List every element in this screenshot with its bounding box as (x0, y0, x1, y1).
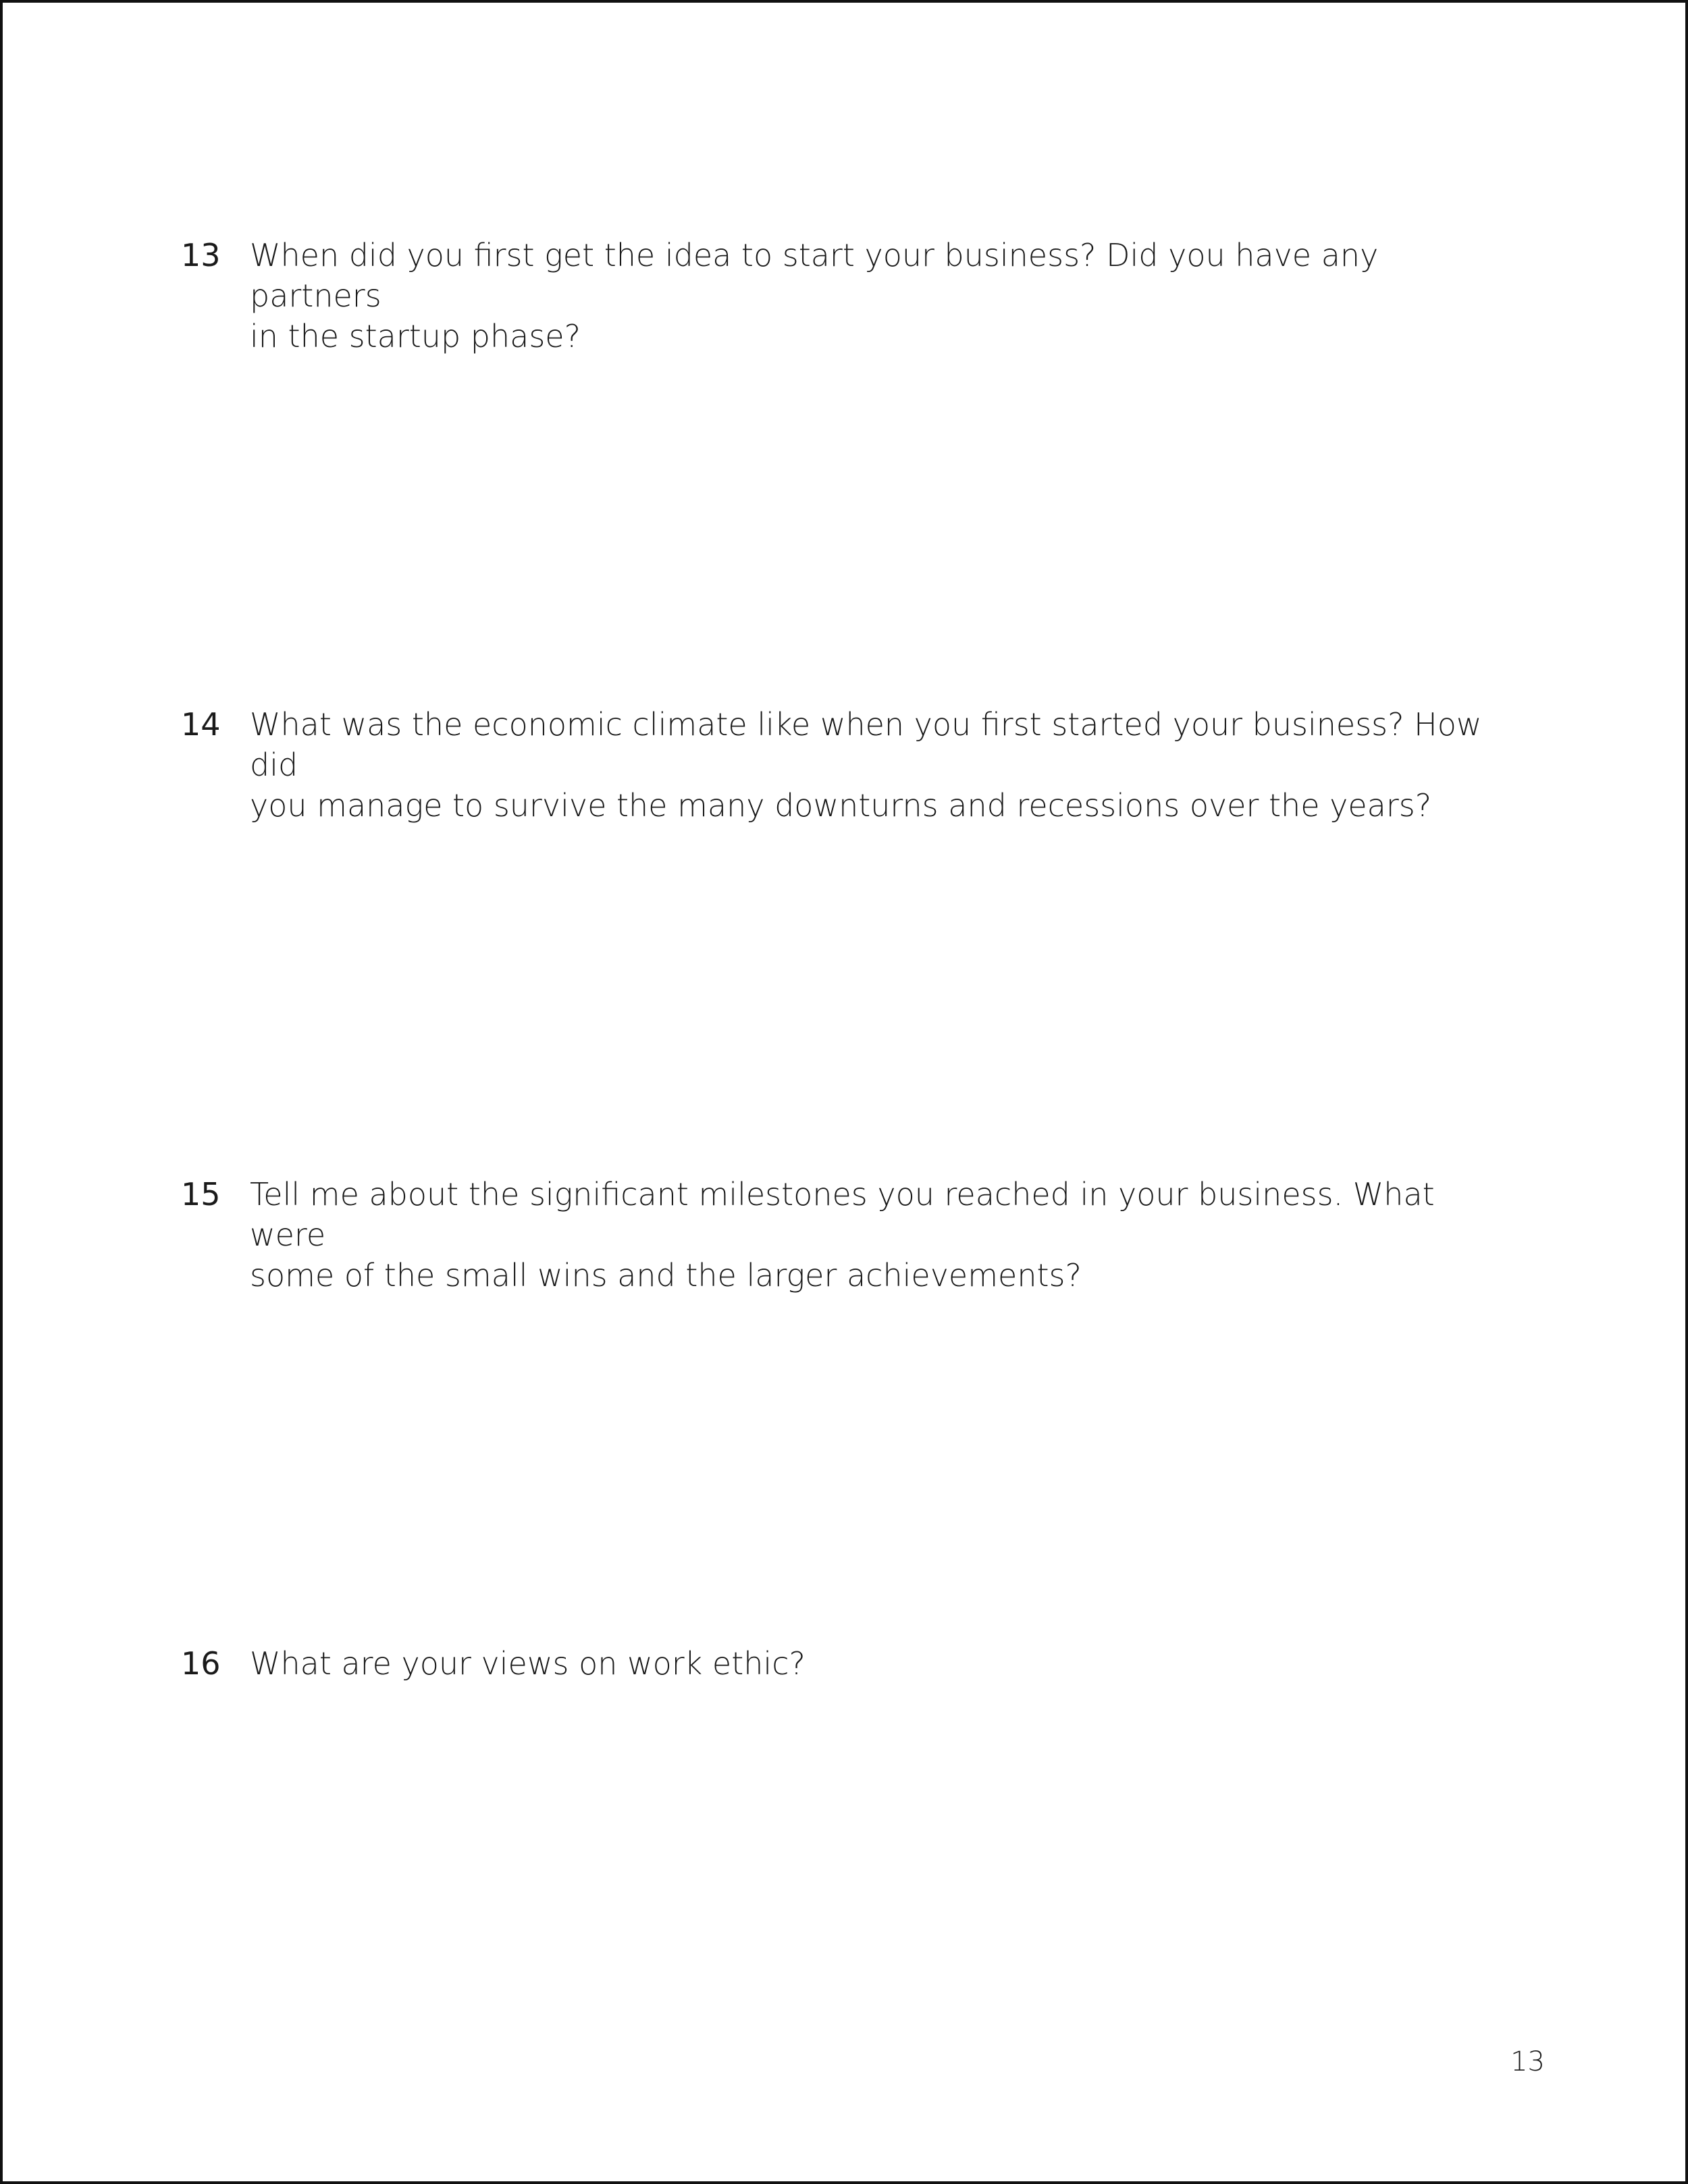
question-text: Tell me about the significant milestones you reached in your business. What were some of the small wins and the larger achievements? (250, 1176, 1435, 1294)
question-number: 16 (181, 1645, 221, 1682)
question-number: 14 (181, 706, 221, 743)
question-number: 15 (181, 1176, 221, 1213)
question-number: 13 (181, 237, 221, 273)
page-number: 13 (1510, 2046, 1545, 2077)
question-text: What was the economic climate like when you first started your business? How did you manage to survive the many downturns and recessions over the years? (250, 706, 1482, 824)
question-text: When did you first get the idea to start your business? Did you have any partners in the startup phase? (250, 237, 1379, 354)
question-text: What are your views on work ethic? (250, 1645, 806, 1682)
